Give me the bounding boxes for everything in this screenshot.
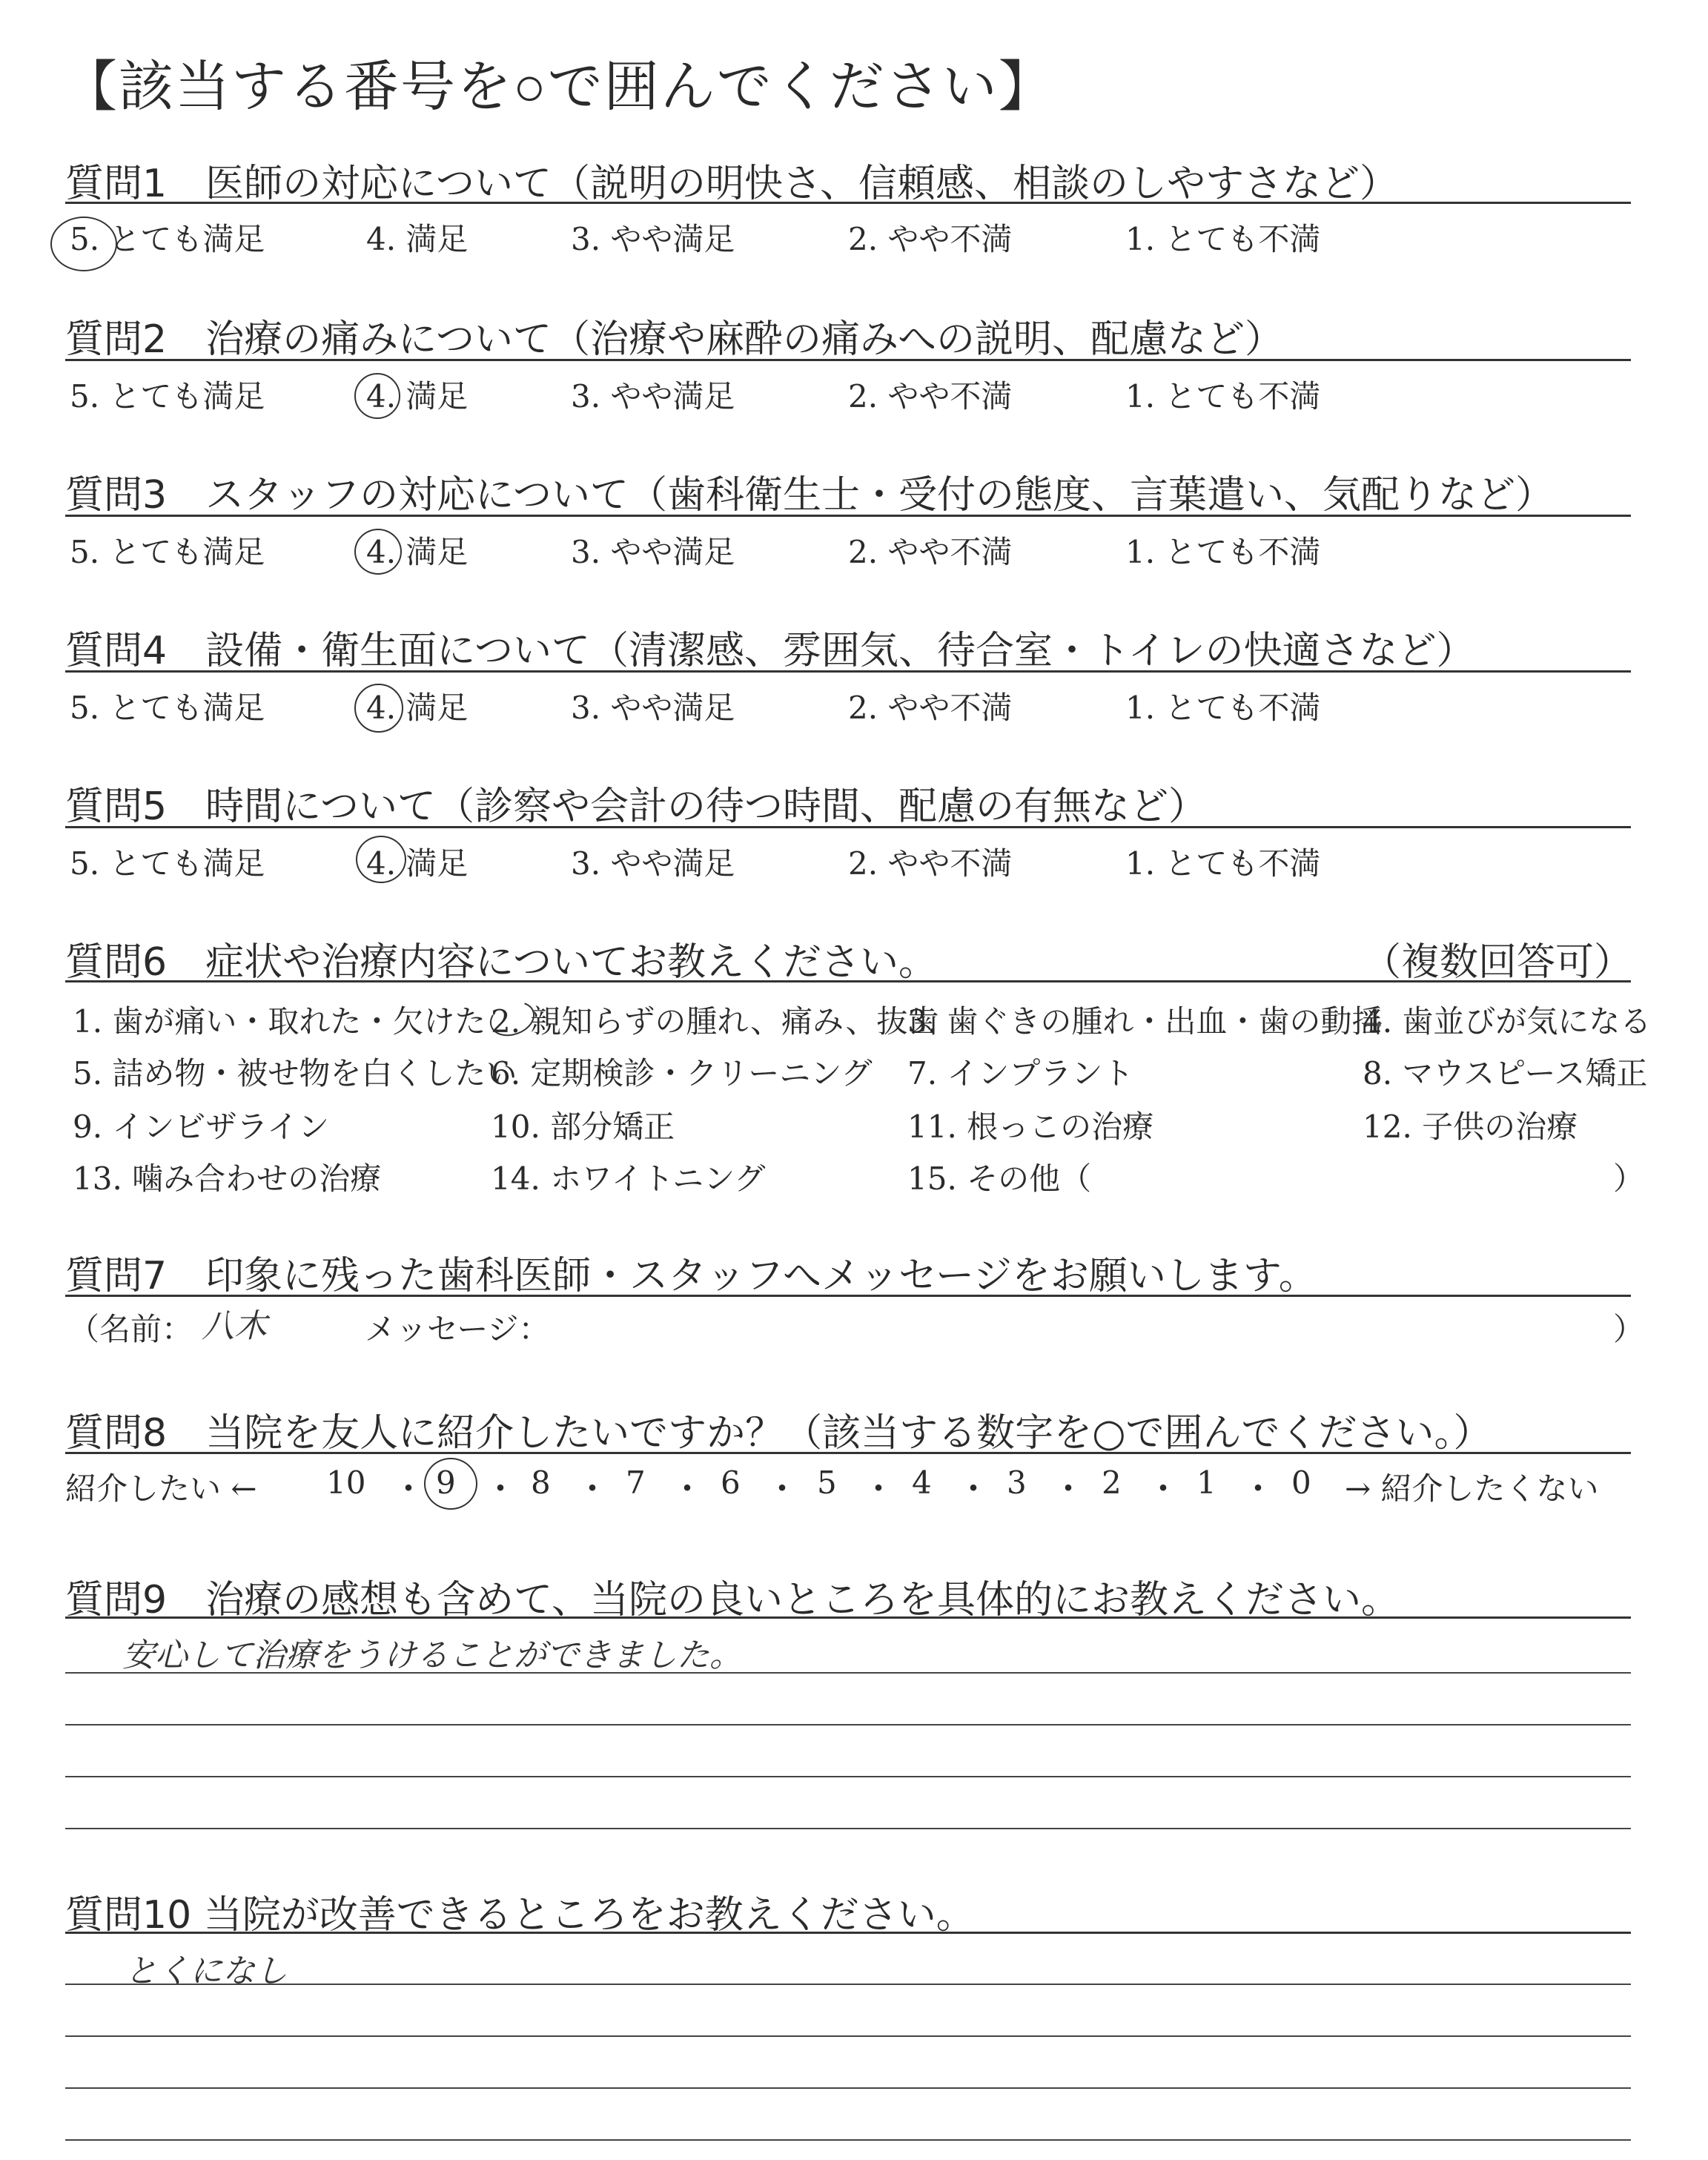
- q6-option-5[interactable]: 5. 詰め物・被せ物を白くしたい: [73, 1055, 517, 1091]
- divider: [65, 1932, 1631, 1934]
- question-9-title: 質問9 治療の感想も含めて、当院の良いところを具体的にお教えください。: [65, 1578, 1400, 1622]
- scale-1[interactable]: 1: [1196, 1464, 1217, 1501]
- divider: [65, 1295, 1631, 1297]
- q6-option-11[interactable]: 11. 根っこの治療: [907, 1109, 1154, 1145]
- question-7-title: 質問7 印象に残った歯科医師・スタッフへメッセージをお願いします。: [65, 1254, 1317, 1298]
- scale-dot: ・: [861, 1469, 896, 1509]
- scale-9[interactable]: 9: [436, 1464, 456, 1501]
- selection-circle: [354, 373, 400, 419]
- q3-option-2[interactable]: 2. やや不満: [848, 534, 1013, 570]
- selection-circle: [50, 217, 117, 271]
- answer-line: [65, 2087, 1631, 2089]
- q6-option-2[interactable]: 2. 親知らずの腫れ、痛み、抜歯: [491, 1003, 939, 1040]
- q4-option-3[interactable]: 3. やや満足: [571, 690, 735, 726]
- scale-10[interactable]: 10: [326, 1464, 366, 1501]
- question-1-title: 質問1 医師の対応について（説明の明快さ、信頼感、相談のしやすさなど）: [65, 162, 1398, 206]
- q6-option-6[interactable]: 6. 定期検診・クリーニング: [491, 1055, 873, 1091]
- divider: [65, 670, 1631, 673]
- q2-option-3[interactable]: 3. やや満足: [571, 378, 735, 415]
- page-header: 【該当する番号を○で囲んでください】: [62, 55, 1055, 119]
- q6-option-7[interactable]: 7. インプラント: [907, 1055, 1134, 1091]
- scale-dot: ・: [1241, 1469, 1275, 1509]
- answer-line: [65, 1724, 1631, 1725]
- answer-line: [65, 1776, 1631, 1777]
- recommend-left-label: 紹介したい ←: [65, 1470, 257, 1507]
- q1-option-3[interactable]: 3. やや満足: [571, 221, 735, 257]
- q6-option-13[interactable]: 13. 噛み合わせの治療: [73, 1160, 382, 1197]
- answer-line: [65, 2035, 1631, 2037]
- q4-option-4[interactable]: 4. 満足: [366, 690, 469, 726]
- q4-option-2[interactable]: 2. やや不満: [848, 690, 1013, 726]
- answer-line: [65, 1672, 1631, 1674]
- q10-handwritten-answer[interactable]: とくになし: [125, 1952, 288, 1990]
- q6-option-10[interactable]: 10. 部分矯正: [491, 1109, 675, 1145]
- question-3-title: 質問3 スタッフの対応について（歯科衛生士・受付の態度、言葉遣い、気配りなど）: [65, 473, 1555, 518]
- message-close: ）: [1613, 1311, 1645, 1347]
- scale-dot: ・: [956, 1469, 990, 1509]
- selection-circle: [354, 529, 402, 575]
- scale-2[interactable]: 2: [1102, 1464, 1122, 1501]
- q1-option-2[interactable]: 2. やや不満: [848, 221, 1013, 257]
- question-6-title: 質問6 症状や治療内容についてお教えください。: [65, 940, 938, 985]
- q1-option-4[interactable]: 4. 満足: [366, 221, 469, 257]
- scale-8[interactable]: 8: [531, 1464, 551, 1501]
- q4-option-5[interactable]: 5. とても満足: [70, 690, 265, 726]
- divider: [65, 515, 1631, 517]
- q3-option-1[interactable]: 1. とても不満: [1125, 534, 1321, 570]
- selection-circle: [424, 1458, 477, 1510]
- scale-0[interactable]: 0: [1291, 1464, 1311, 1501]
- divider: [65, 826, 1631, 828]
- q6-option-8[interactable]: 8. マウスピース矯正: [1363, 1055, 1648, 1091]
- scale-7[interactable]: 7: [626, 1464, 646, 1501]
- q4-option-1[interactable]: 1. とても不満: [1125, 690, 1321, 726]
- selection-circle: [356, 836, 406, 883]
- q5-option-5[interactable]: 5. とても満足: [70, 845, 265, 882]
- answer-line: [65, 2139, 1631, 2141]
- q6-option-4[interactable]: 4. 歯並びが気になる: [1363, 1003, 1652, 1040]
- question-4-title: 質問4 設備・衛生面について（清潔感、雰囲気、待合室・トイレの快適さなど）: [65, 629, 1475, 673]
- scale-4[interactable]: 4: [912, 1464, 932, 1501]
- selection-circle: [354, 684, 403, 733]
- name-value[interactable]: 八木: [202, 1307, 267, 1345]
- multiple-answer-note: （複数回答可）: [1363, 940, 1633, 985]
- q6-option-9[interactable]: 9. インビザライン: [73, 1109, 330, 1145]
- q3-option-4[interactable]: 4. 満足: [366, 534, 469, 570]
- scale-dot: ・: [670, 1469, 704, 1509]
- divider: [65, 202, 1631, 204]
- q2-option-4[interactable]: 4. 満足: [366, 378, 469, 415]
- q3-option-5[interactable]: 5. とても満足: [70, 534, 265, 570]
- question-8-title: 質問8 当院を友人に紹介したいですか？（該当する数字を○で囲んでください。）: [65, 1411, 1492, 1456]
- scale-dot: ・: [765, 1469, 799, 1509]
- scale-3[interactable]: 3: [1007, 1464, 1027, 1501]
- scale-dot: ・: [1051, 1469, 1085, 1509]
- divider: [65, 980, 1631, 982]
- q2-option-2[interactable]: 2. やや不満: [848, 378, 1013, 415]
- scale-5[interactable]: 5: [817, 1464, 837, 1501]
- q5-option-4[interactable]: 4. 満足: [366, 845, 469, 882]
- q6-option-12[interactable]: 12. 子供の治療: [1363, 1109, 1578, 1145]
- q2-option-5[interactable]: 5. とても満足: [70, 378, 265, 415]
- recommend-right-label: → 紹介したくない: [1345, 1470, 1599, 1507]
- q5-option-3[interactable]: 3. やや満足: [571, 845, 735, 882]
- message-label: メッセージ：: [365, 1311, 550, 1347]
- divider: [65, 359, 1631, 361]
- name-label: （名前：: [68, 1311, 193, 1347]
- answer-line: [65, 1828, 1631, 1829]
- q5-option-1[interactable]: 1. とても不満: [1125, 845, 1321, 882]
- scale-dot: ・: [483, 1469, 517, 1509]
- question-2-title: 質問2 治療の痛みについて（治療や麻酔の痛みへの説明、配慮など）: [65, 317, 1284, 362]
- q3-option-3[interactable]: 3. やや満足: [571, 534, 735, 570]
- q6-option-3[interactable]: 3. 歯ぐきの腫れ・出血・歯の動揺: [907, 1003, 1383, 1040]
- q5-option-2[interactable]: 2. やや不満: [848, 845, 1013, 882]
- q6-other-close: ）: [1613, 1160, 1645, 1197]
- answer-line: [65, 1984, 1631, 1985]
- q2-option-1[interactable]: 1. とても不満: [1125, 378, 1321, 415]
- q6-option-15[interactable]: 15. その他（: [907, 1160, 1092, 1197]
- divider: [65, 1616, 1631, 1619]
- q1-option-1[interactable]: 1. とても不満: [1125, 221, 1321, 257]
- q6-option-1[interactable]: 1. 歯が痛い・取れた・欠けた: [73, 1003, 486, 1040]
- scale-dot: ・: [1146, 1469, 1180, 1509]
- q6-option-14[interactable]: 14. ホワイトニング: [491, 1160, 766, 1197]
- q1-option-5[interactable]: 5. とても満足: [70, 221, 265, 257]
- scale-dot: ・: [575, 1469, 609, 1509]
- scale-6[interactable]: 6: [721, 1464, 741, 1501]
- scale-dot: ・: [391, 1469, 426, 1509]
- question-5-title: 質問5 時間について（診察や会計の待つ時間、配慮の有無など）: [65, 785, 1208, 829]
- q9-handwritten-answer[interactable]: 安心して治療をうけることができました。: [122, 1636, 742, 1674]
- divider: [65, 1452, 1631, 1454]
- question-10-title: 質問10 当院が改善できるところをお教えください。: [65, 1893, 975, 1938]
